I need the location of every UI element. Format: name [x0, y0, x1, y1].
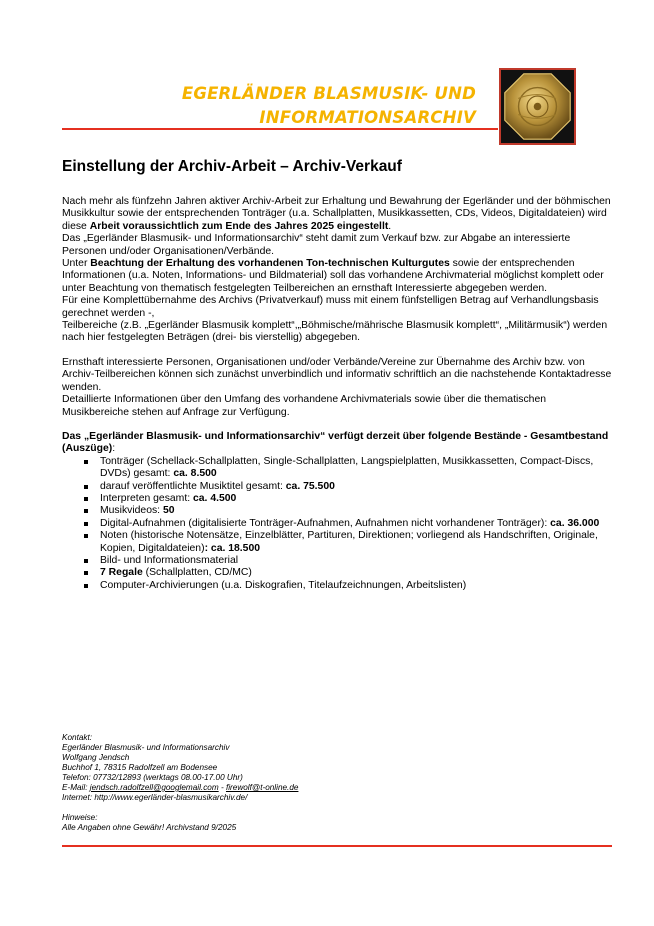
document-body: [62, 196, 612, 592]
header-divider: [62, 128, 498, 130]
contact-org: Egerländer Blasmusik- und Informationsarchiv: [62, 743, 230, 752]
list-item: Noten (historische Notensätze, Einzelblätter, Partituren, Direktionen; vorliegend als Handschriften, Originale, Kopien, Digitaldateien): ca. 18.500: [62, 530, 612, 555]
list-item: Bild- und Informationsmaterial: [62, 555, 612, 567]
paragraph-complete-purchase: Für eine Komplettübernahme des Archivs (Privatverkauf) muss mit einem fünfstelligen Betrag auf Verhandlungsbasis gerechnet werden -,: [62, 295, 599, 319]
archive-title-line2: INFORMATIONSARCHIV: [259, 108, 476, 127]
list-item: Digital-Aufnahmen (digitalisierte Tonträger-Aufnahmen, Aufnahmen nicht vorhandener Tonträger): ca. 36.000: [62, 518, 612, 530]
paragraph-intro: Nach mehr als fünfzehn Jahren aktiver Archiv-Arbeit zur Erhaltung und Bewahrung der Egerländer und der böhmischen Musikkultur sowie der entsprechenden Tonträger (u.a. Schallplatten, Musikkassetten, CDs, Videos, Digitaldateien) wird diese Arbeit voraussichtlich zum Ende des Jahres 2025 eingestellt.: [62, 196, 611, 232]
paragraph-interested-parties: Ernsthaft interessierte Personen, Organisationen und/oder Verbände/Vereine zur Übernahme des Archiv bzw. von Archiv-Teilbereichen können sich zunächst unverbindlich und informativ schriftlich an die nachstehende Kontaktadresse wenden.: [62, 356, 612, 393]
contact-name: Wolfgang Jendsch: [62, 753, 130, 762]
contact-address: Buchhof 1, 78315 Radolfzell am Bodensee: [62, 763, 218, 772]
paragraph-partial-areas: Teilbereiche (z.B. „Egerländer Blasmusik komplett“,„Böhmische/mährische Blasmusik komplett“, „Militärmusik“) werden nach hier festgelegten Beträgen (drei- bis vierstellig) abgegeben.: [62, 320, 608, 344]
paragraph-details: Detaillierte Informationen über den Umfang des vorhandene Archivmaterials sowie über die thematischen Musikbereiche stehen auf Anfrage zur Verfügung.: [62, 394, 547, 418]
list-item: 7 Regale (Schallplatten, CD/MC): [62, 567, 612, 579]
hint-label: Hinweise:: [62, 813, 98, 822]
email-link-primary[interactable]: jendsch.radolfzell@googlemail.com: [89, 783, 219, 792]
archive-logo: [499, 68, 576, 145]
list-item: Musikvideos: 50: [62, 505, 612, 517]
contact-label: Kontakt:: [62, 733, 93, 742]
contact-internet[interactable]: Internet: http://www.egerländer-blasmusikarchiv.de/: [62, 793, 248, 802]
contact-block: [62, 733, 298, 833]
footer-divider: [62, 845, 612, 847]
page-title: Einstellung der Archiv-Arbeit – Archiv-Verkauf: [62, 158, 402, 175]
list-item: Computer-Archivierungen (u.a. Diskografien, Titelaufzeichnungen, Arbeitslisten): [62, 580, 612, 592]
inventory-heading: Das „Egerländer Blasmusik- und Informationsarchiv“ verfügt derzeit über folgende Bestände - Gesamtbestand (Auszüge):: [62, 430, 609, 455]
list-item: Tonträger (Schellack-Schallplatten, Single-Schallplatten, Langspielplatten, Musikkassetten, Compact-Discs, DVDs) gesamt: ca. 8.500: [62, 456, 612, 481]
hint-text: Alle Angaben ohne Gewähr! Archivstand 9/2025: [62, 823, 237, 832]
contact-email: E-Mail: jendsch.radolfzell@googlemail.com - firewolf@t-online.de: [62, 783, 299, 792]
email-link-secondary[interactable]: firewolf@t-online.de: [225, 783, 299, 792]
gold-medallion-icon: [501, 70, 574, 143]
paragraph-sale: Das „Egerländer Blasmusik- und Informationsarchiv“ steht damit zum Verkauf bzw. zur Abgabe an interessierte Personen und/oder Organisationen/Verbände.: [62, 233, 571, 257]
archive-title-line1: EGERLÄNDER BLASMUSIK- UND: [181, 84, 476, 103]
contact-phone: Telefon: 07732/12893 (werktags 08.00-17.00 Uhr): [62, 773, 243, 782]
inventory-list: [62, 456, 612, 592]
list-item: Interpreten gesamt: ca. 4.500: [62, 493, 612, 505]
archive-title: [150, 82, 476, 130]
list-item: darauf veröffentlichte Musiktitel gesamt: ca. 75.500: [62, 481, 612, 493]
paragraph-heritage: Unter Beachtung der Erhaltung des vorhandenen Ton-technischen Kulturgutes sowie der entsprechenden Informationen (u.a. Noten, Informations- und Bildmaterial) soll das vorhandene Archivmaterial möglichst komplett oder unter Beachtung von thematisch festgelegten Teilbereichen an ernsthaft Interessierte abgegeben werden.: [62, 258, 604, 294]
